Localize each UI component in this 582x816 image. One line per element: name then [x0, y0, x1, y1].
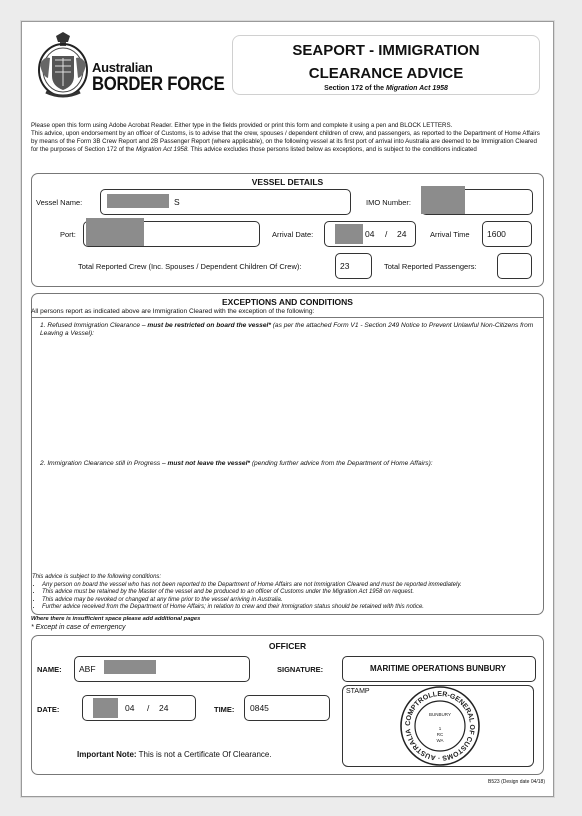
intro-paragraph-end: This advice excludes those persons listed below as exceptions, and is subject to the conditions indicated [190, 146, 477, 153]
item2-prefix: 2. Immigration Clearance still in Progress – [40, 460, 168, 467]
signature-field[interactable] [342, 656, 536, 682]
passengers-label: Total Reported Passengers: [384, 262, 477, 271]
arrival-time-label: Arrival Time [430, 230, 470, 239]
officer-time-value: 0845 [250, 703, 269, 713]
customs-stamp-seal [398, 684, 482, 768]
officer-name-label: NAME: [37, 665, 62, 674]
item2-bold: must not leave the vessel* [167, 460, 250, 467]
form-code: B523 (Design date 04/18) [488, 779, 545, 785]
exception-item-1 [40, 322, 534, 339]
officer-name-value: ABF [79, 664, 96, 674]
stamp-ring-text: COMPTROLLER-GENERAL OF CUSTOMS · AUSTRALIA [404, 690, 476, 762]
arrival-date-year: 24 [397, 229, 407, 239]
item1-bold: must be restricted on board the vessel* [147, 322, 271, 329]
important-note [77, 750, 272, 759]
condition-item: • This advice may be revoked or changed at any time prior to the vessel arriving in Australia. [42, 597, 540, 605]
redaction-officer-day [93, 698, 118, 718]
item2-rest: (pending further advice from the Department of Home Affairs): [250, 460, 433, 467]
condition-item: • This advice must be retained by the Master of the vessel and be produced to an officer of Customs under the Migration Act 1958 on request. [42, 589, 540, 597]
conditions-list [32, 582, 540, 612]
officer-date-month: 04 [125, 703, 135, 713]
subtitle-act: Migration Act 1958 [385, 85, 448, 92]
form-title-line1: SEAPORT - IMMIGRATION [292, 42, 480, 59]
stamp-center-state: WA [436, 738, 444, 743]
redaction-arrival-day [335, 224, 363, 244]
crew-value: 23 [340, 261, 350, 271]
vessel-details-section [31, 173, 544, 287]
stamp-center-top: BUNBURY [429, 712, 451, 717]
crew-label: Total Reported Crew (Inc. Spouses / Dependent Children Of Crew): [78, 262, 302, 271]
officer-date-label: DATE: [37, 705, 60, 714]
imo-number-label: IMO Number: [366, 198, 412, 207]
important-note-text: This is not a Certificate Of Clearance. [136, 750, 272, 759]
condition-item: • Further advice received from the Department of Home Affairs; in relation to crew and their Immigration status should be retained with this notice. [42, 604, 540, 612]
title-box [232, 35, 540, 95]
arrival-time-value: 1600 [487, 229, 506, 239]
footnote-emergency: * Except in case of emergency [31, 624, 126, 631]
intro-line1: Please open this form using Adobe Acrobat Reader. Either type in the fields provided or print this form and complete it using a pen and BLOCK LETTERS. [31, 122, 453, 129]
passengers-field[interactable] [497, 253, 532, 279]
vessel-name-label: Vessel Name: [36, 198, 83, 207]
vessel-details-title: VESSEL DETAILS [251, 177, 324, 187]
signature-value: MARITIME OPERATIONS BUNBURY [370, 664, 506, 673]
footnote-insufficient-space: Where there is insufficient space please add additional pages [31, 616, 201, 622]
org-name-line2: BORDER FORCE [92, 74, 225, 95]
officer-name-field[interactable] [74, 656, 250, 682]
arrival-date-sep: / [385, 229, 388, 239]
item1-rest: (as per the attached Form V1 - Section 249 Notice to Prevent Unlawful Non-Citizens from Leaving a Vessel): [40, 322, 534, 338]
arrival-date-month: 04 [365, 229, 375, 239]
intro-act: Migration Act 1958. [135, 146, 190, 153]
exception-item-2 [40, 460, 534, 468]
vessel-name-value: S [174, 197, 180, 207]
officer-time-field[interactable] [244, 695, 330, 721]
redaction-vessel-name [107, 194, 169, 208]
item1-prefix: 1. Refused Immigration Clearance – [40, 322, 148, 329]
intro-text [31, 122, 544, 154]
form-page [21, 21, 554, 797]
exceptions-title: EXCEPTIONS AND CONDITIONS [222, 297, 353, 307]
redaction-port [86, 218, 144, 246]
form-title-line2: CLEARANCE ADVICE [308, 65, 464, 82]
exception-item-2-space[interactable] [40, 480, 534, 570]
signature-label: SIGNATURE: [277, 665, 324, 674]
org-name-line1: Australian [92, 60, 153, 75]
subtitle-prefix: Section 172 of the [324, 85, 386, 92]
exceptions-divider [31, 317, 543, 318]
intro-paragraph [31, 130, 544, 154]
officer-date-year: 24 [159, 703, 169, 713]
arrival-date-label: Arrival Date: [272, 230, 314, 239]
crew-field[interactable] [335, 253, 372, 279]
conditions-intro: This advice is subject to the following conditions: [32, 574, 162, 580]
exceptions-intro: All persons report as indicated above are Immigration Cleared with the exception of the following: [31, 308, 315, 315]
arrival-time-field[interactable] [482, 221, 532, 247]
form-subtitle [233, 85, 539, 92]
exception-item-1-space[interactable] [40, 340, 534, 450]
conditions-block [32, 574, 540, 612]
stamp-center-mid: 1 [438, 726, 442, 731]
exceptions-section [31, 293, 544, 615]
redaction-imo [421, 186, 465, 214]
redaction-officer-name [104, 660, 156, 674]
officer-time-label: TIME: [214, 705, 235, 714]
condition-item: • Any person on board the vessel who has not been reported to the Department of Home Affairs are not Immigration Cleared and must be reported immediately. [42, 582, 540, 590]
stamp-center-code: RC [436, 732, 444, 737]
intro-paragraph-main: This advice, upon endorsement by an officer of Customs, is to advise that the crew, spouses / dependent children of crew, and passengers, as reported to the Department of Home Affairs by means of the Form 3B Crew Report and 2B Passenger Report (where applicable), on the following vessel at its first port of arrival into Australia are deemed to be Immigration Cleared for the purposes of Section 172 of the [31, 130, 540, 153]
important-note-bold: Important Note: [77, 750, 137, 759]
officer-title: OFFICER [268, 641, 307, 651]
stamp-label: STAMP [346, 688, 370, 695]
officer-date-sep: / [147, 703, 150, 713]
stamp-field[interactable] [342, 685, 534, 767]
coat-of-arms-logo [34, 30, 92, 102]
port-label: Port: [60, 230, 76, 239]
